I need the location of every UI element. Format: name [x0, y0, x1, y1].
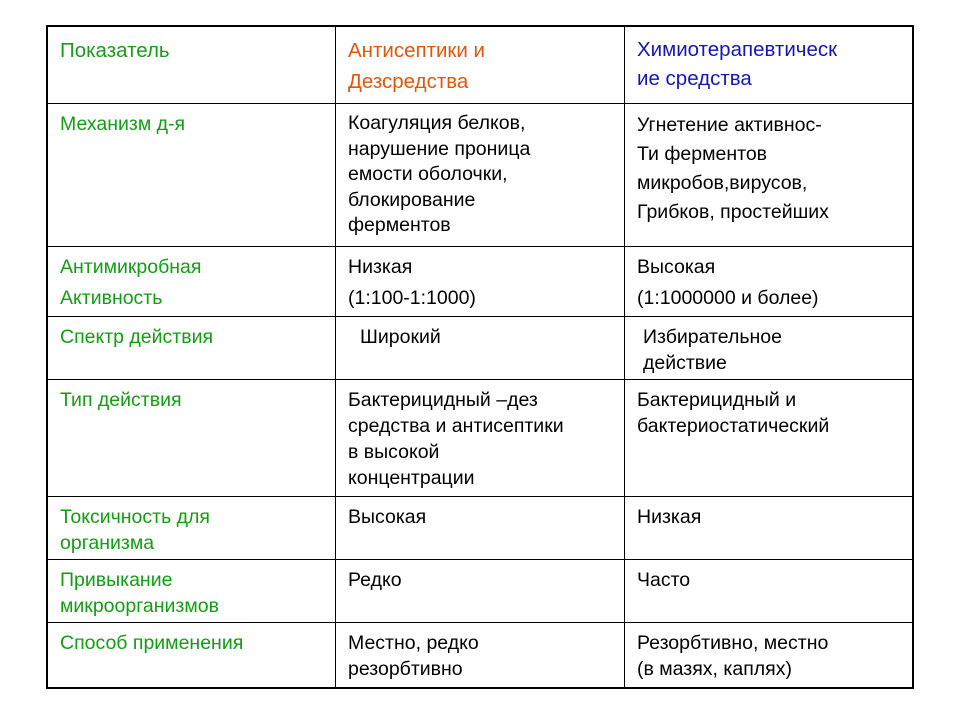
table-row	[48, 497, 912, 560]
row-label: Токсичность для организма	[48, 497, 336, 559]
table-row	[48, 247, 912, 317]
table-row	[48, 104, 912, 247]
row-label: Привыкание микроорганизмов	[48, 560, 336, 622]
chemo-cell: Высокая (1:1000000 и более)	[637, 256, 819, 309]
antiseptics-cell: Широкий	[336, 317, 625, 379]
antiseptics-cell: Редко	[336, 560, 625, 622]
table-row	[48, 317, 912, 380]
chemo-cell: Угнетение активнос- Ти ферментов микробов,вирусов, Грибков, простейших	[637, 114, 829, 223]
antiseptics-cell: Бактерицидный –дез средства и антисептики в высокой концентрации	[336, 380, 625, 496]
header-row	[48, 27, 912, 104]
row-label: Способ применения	[48, 623, 336, 687]
antiseptics-cell: Низкая (1:100-1:1000)	[336, 247, 625, 316]
row-label: Антимикробная Активность	[48, 247, 336, 316]
chemo-cell: Бактерицидный и бактериостатический	[637, 389, 830, 437]
row-label: Спектр действия	[48, 317, 336, 379]
comparison-table	[46, 25, 914, 689]
chemo-cell: Часто	[637, 569, 691, 591]
row-label: Тип действия	[48, 380, 336, 496]
antiseptics-cell: Высокая	[336, 497, 625, 559]
row-label: Механизм д-я	[48, 104, 336, 246]
chemo-cell: Избирательное действие	[643, 326, 782, 374]
table-row	[48, 623, 912, 687]
antiseptics-cell: Коагуляция белков, нарушение проница емости оболочки, блокирование ферментов	[336, 104, 625, 246]
chemo-cell: Резорбтивно, местно (в мазях, каплях)	[637, 632, 829, 680]
chemo-cell: Низкая	[637, 506, 702, 528]
header-antiseptics: Антисептики и Дезсредства	[336, 27, 625, 103]
table-row	[48, 560, 912, 623]
antiseptics-cell: Местно, редко резорбтивно	[336, 623, 625, 687]
table-row	[48, 380, 912, 497]
header-indicator: Показатель	[48, 27, 336, 103]
header-chemotherapeutics: Химиотерапевтическ ие средства	[637, 38, 838, 90]
